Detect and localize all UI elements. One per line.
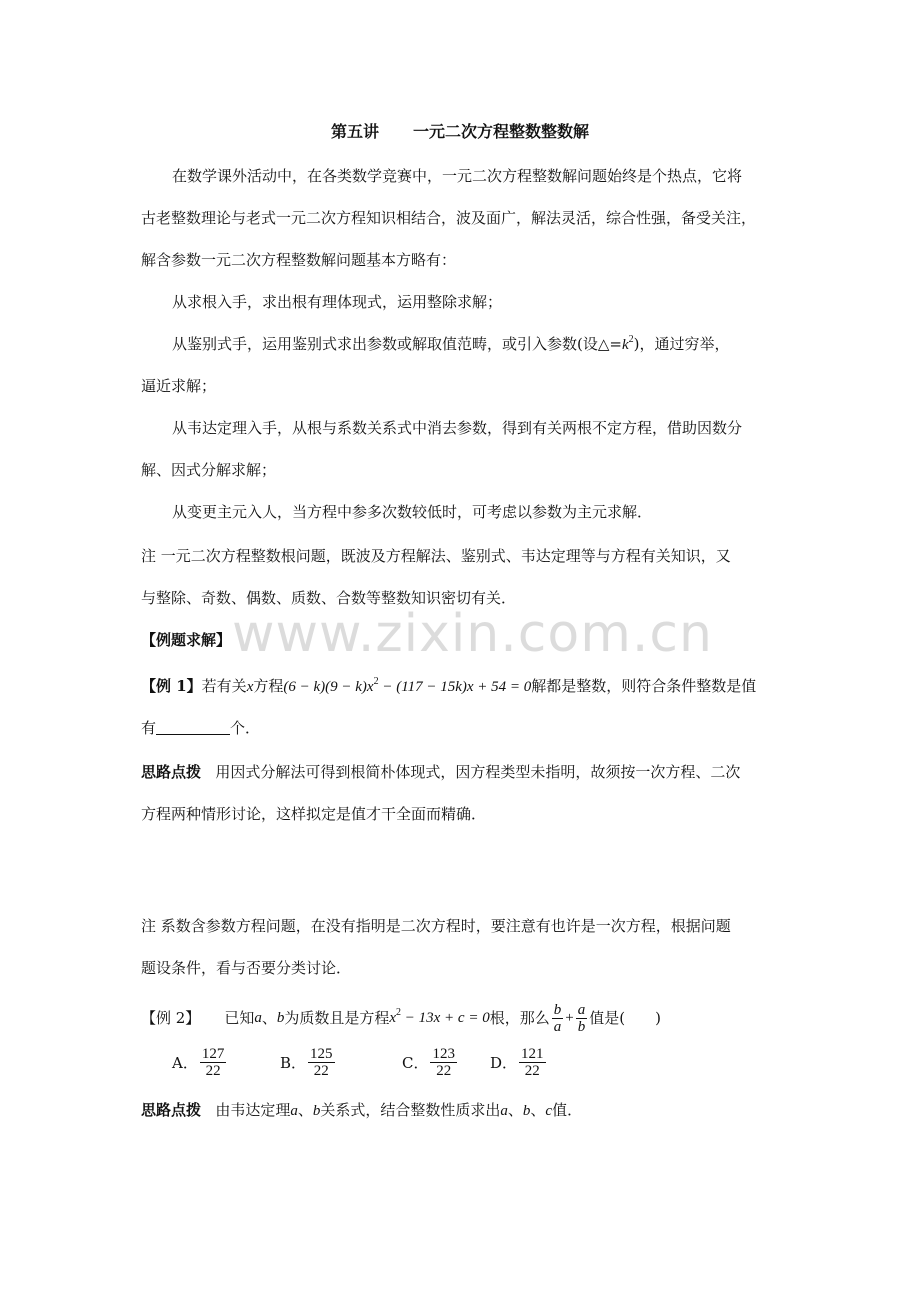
note-2-line-2: 题设条件，看与否要分类讨论．: [141, 959, 352, 977]
note-2-line-1: 注 系数含参数方程问题，在没有指明是二次方程时，要注意有也许是一次方程，根据问题: [141, 917, 731, 935]
fraction-a-over-b: $\frac{a}{b}$: [577, 1001, 586, 1035]
option-a[interactable]: A． $\frac{127}{22}$: [172, 1046, 225, 1079]
example-1: 【例 1】若有关x方程$(6 - k)(9 - k)x^2 - (117 - 15k)x + 54 = 0$解都是整数，则符合条件整数是值: [141, 676, 757, 695]
fraction-b-over-a: $\frac{b}{a}$: [553, 1001, 562, 1035]
intro-line-1: 在数学课外活动中，在各类数学竞赛中，一元二次方程整数解问题始终是个热点，它将: [172, 167, 743, 185]
hint-1: 思路点拨 用因式分解法可得到根简朴体现式，因方程类型未指明，故须按一次方程、二次: [141, 763, 741, 781]
method-2-cont: 逼近求解；: [141, 377, 217, 395]
method-2: 从鉴别式手，运用鉴别式求出参数或解取值范畴，或引入参数(设$\triangle=k^2$)，通过穷举，: [172, 334, 730, 353]
example-2-label: 【例 2】: [141, 1009, 201, 1027]
hint-1-cont: 方程两种情形讨论，这样拟定是值才干全面而精确．: [141, 805, 487, 823]
answer-blank[interactable]: [156, 720, 230, 735]
page-title: [0, 122, 920, 142]
option-d[interactable]: D． $\frac{121}{22}$: [490, 1046, 544, 1079]
hint-1-label: 思路点拨: [141, 763, 202, 781]
title-lecture-number: 第五讲: [330, 122, 379, 141]
method-3: 从韦达定理入手，从根与系数关系式中消去参数，得到有关两根不定方程，借助因数分: [172, 419, 743, 437]
note-1-line-1: 注 一元二次方程整数根问题，既波及方程解法、鉴别式、韦达定理等与方程有关知识，又: [141, 547, 731, 565]
intro-line-2: 古老整数理论与老式一元二次方程知识相结合，波及面广，解法灵活，综合性强，备受关注，: [141, 209, 757, 227]
option-c[interactable]: C． $\frac{123}{22}$: [402, 1046, 455, 1079]
example-2: 【例 2】 已知 a 、 b 为质数且是方程 $x^2 - 13x + c = 0$ 根，那么 $\frac{b}{a}$ + $\frac{a}{b}$ 值是( ): [141, 998, 661, 1038]
method-4: 从变更主元入人，当方程中参多次数较低时，可考虑以参数为主元求解．: [172, 503, 653, 521]
title-topic: 一元二次方程整数整数解: [413, 122, 590, 141]
example-1-cont: 有 个．: [141, 719, 261, 737]
example-1-equation: $(6 - k)(9 - k)x^2 - (117 - 15k)x + 54 = 0$: [283, 676, 532, 695]
example-2-equation: $x^2 - 13x + c = 0$: [389, 1007, 490, 1026]
hint-2-label: 思路点拨: [141, 1101, 202, 1119]
note-1-line-2: 与整除、奇数、偶数、质数、合数等整数知识密切有关．: [141, 589, 517, 607]
section-heading: 【例题求解】: [141, 631, 232, 649]
hint-2: 思路点拨 由韦达定理a、b关系式，结合整数性质求出a、b、c值．: [141, 1101, 583, 1119]
example-1-label: 【例 1】: [141, 677, 202, 695]
method-1: 从求根入手，求出根有理体现式，运用整除求解；: [172, 293, 503, 311]
option-b[interactable]: B． $\frac{125}{22}$: [280, 1046, 333, 1079]
watermark: www.zixin.com.cn: [232, 604, 713, 664]
method-3-cont: 解、因式分解求解；: [141, 461, 277, 479]
intro-line-3: 解含参数一元二次方程整数解问题基本方略有：: [141, 251, 457, 269]
